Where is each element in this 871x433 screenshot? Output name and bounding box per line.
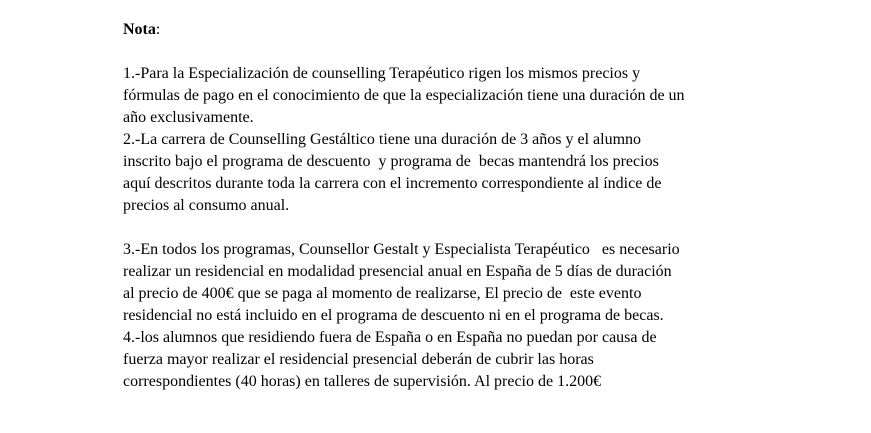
document-body [123,19,763,393]
paragraph-line: precios al consumo anual. [123,197,290,214]
paragraph-spacer [123,217,763,239]
paragraph-line: al precio de 400€ que se paga al momento de realizarse, El precio de este evento [123,285,642,302]
paragraph-line: aquí descritos durante toda la carrera con el incremento correspondiente al índice de [123,175,662,192]
paragraph-line: 3.-En todos los programas, Counsellor Gestalt y Especialista Terapéutico es necesario [123,241,680,258]
paragraph-line: 1.-Para la Especialización de counselling Terapéutico rigen los mismos precios y [123,65,641,82]
paragraph-line: 2.-La carrera de Counselling Gestáltico tiene una duración de 3 años y el alumno [123,131,642,148]
paragraph-line: año exclusivamente. [123,109,254,126]
paragraph-1 [123,63,763,129]
note-heading [123,19,763,41]
paragraph-line: fórmulas de pago en el conocimiento de que la especialización tiene una duración de un [123,87,685,104]
note-colon: : [155,21,161,38]
paragraph-line: inscrito bajo el programa de descuento y programa de becas mantendrá los precios [123,153,659,170]
paragraph-4 [123,327,763,393]
note-title: Nota [123,21,156,38]
paragraph-3 [123,239,763,327]
paragraph-line: fuerza mayor realizar el residencial presencial deberán de cubrir las horas [123,351,594,368]
paragraph-2 [123,129,763,217]
paragraph-line: realizar un residencial en modalidad presencial anual en España de 5 días de duración [123,263,672,280]
paragraph-line: correspondientes (40 horas) en talleres de supervisión. Al precio de 1.200€ [123,373,602,390]
paragraph-line: residencial no está incluido en el programa de descuento ni en el programa de becas. [123,307,664,324]
paragraph-line: 4.-los alumnos que residiendo fuera de España o en España no puedan por causa de [123,329,657,346]
